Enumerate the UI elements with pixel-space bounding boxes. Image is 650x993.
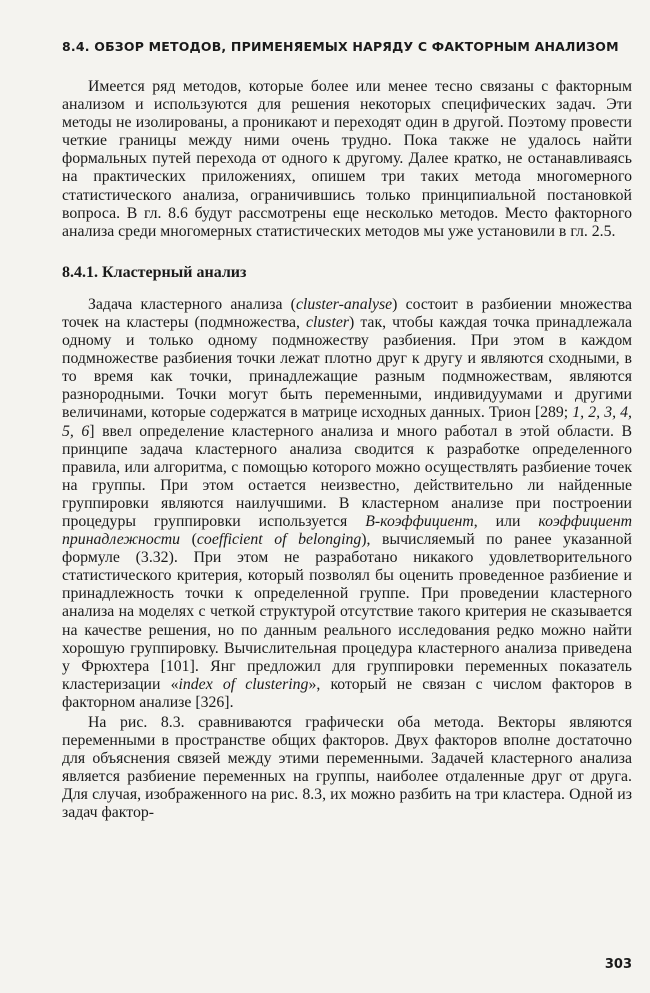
italic-term: index of clustering	[178, 675, 309, 693]
italic-term: коэффициент принадлежности	[62, 512, 633, 549]
italic-citations: 1, 2, 3, 4, 5, 6	[62, 404, 632, 440]
intro-paragraph: Имеется ряд методов, которые более или менее тесно связаны с факторным анализом и используются для решения некоторых специфических задач. Эти методы не изолированы, а проникают и переходят один в другой. Поэтому провести четкие границы между ними очень трудно. Пока также не удалось найти формальных путей перехода от одного к другому. Далее кратко, не останавливаясь на практических приложениях, опишем три таких метода многомерного статистического анализа, ограничившись только принципиальной постановкой вопроса. В гл. 8.6 будут рассмотрены еще несколько методов. Место факторного анализа среди многомерных статистических методов мы уже установили в гл. 2.5.	[62, 78, 632, 240]
figure-comparison-paragraph: На рис. 8.3. сравниваются графически оба метода. Векторы являются переменными в пространстве общих факторов. Двух факторов вполне достаточно для объяснения связей между этими переменными. Задачей кластерного анализа является разбиение переменных на группы, наиболее отдаленные друг от друга. Для случая, изображенного на рис. 8.3, их можно разбить на три кластера. Одной из задач фактор-	[62, 714, 632, 822]
cluster-analysis-paragraph	[62, 296, 632, 712]
page-number: 303	[604, 957, 632, 972]
italic-term: coefficient of belonging	[196, 531, 362, 549]
text-run: Задача кластерного анализа (	[88, 295, 296, 313]
italic-term: cluster-analyse	[295, 295, 393, 313]
text-run: , или	[473, 512, 539, 530]
subsection-title: 8.4.1. Кластерный анализ	[62, 263, 247, 281]
section-title: 8.4. ОБЗОР МЕТОДОВ, ПРИМЕНЯЕМЫХ НАРЯДУ С ФАКТОРНЫМ АНАЛИЗОМ	[62, 39, 619, 54]
text-run: ] ввел определение кластерного анализа и много работал в этой области. В принципе задача кластерного анализа сводится к разработке определенного правила, или алгоритма, с помощью которого можно осуществлять разбиение точек на группы. При этом остается неизвестно, действительно ли найденные группировки являются наилучшими. В кластерном анализе при построении процедуры группировки используется	[62, 422, 632, 530]
text-run: ) так, чтобы каждая точка принадлежала одному и только одному подмножеству разбиения. При этом в каждом подмножестве разбиения точки лежат плотно друг к другу и являются сходными, в то время как точки, принадлежащие разным подмножествам, являются разнородными. Точки могут быть переменными, индивидуумами и другими величинами, которые содержатся в матрице исходных данных. Трион [289;	[62, 313, 632, 422]
text-run: », который не связан с числом факторов в факторном анализе [326].	[62, 675, 632, 711]
text-run: ) состоит в разбиении множества точек на кластеры (подмножества,	[62, 295, 632, 331]
text-run: ), вычисляемый по ранее указанной формуле (3.32). При этом не разработано никакого удовлетворительного статистического критерия, который позволял бы оценить проведенное разбиение и принадлежность точки к определенной группе. При проведении кластерного анализа на моделях с четкой структурой отсутствие такого критерия не сказывается на качестве решения, но по данным реального исследования редко можно найти хорошую группировку. Вычислительная процедура кластерного анализа приведена у Фрюхтера [101]. Янг предложил для группировки переменных показатель кластеризации «	[62, 531, 633, 693]
page-content	[62, 38, 632, 823]
text-run: (	[180, 531, 197, 549]
italic-term: B-коэффициент	[365, 512, 474, 530]
italic-term: cluster	[306, 313, 349, 331]
